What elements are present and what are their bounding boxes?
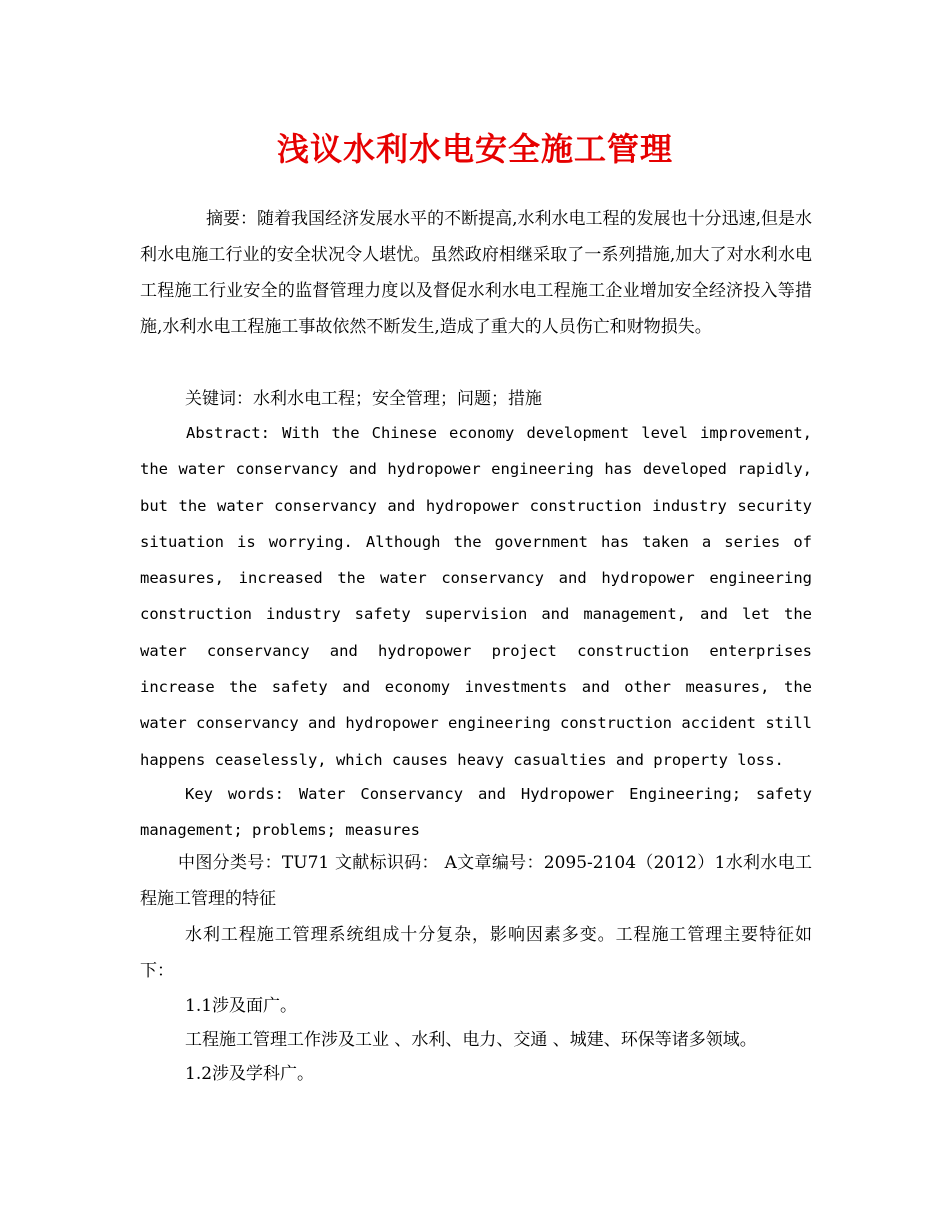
classification-info: 中图分类号：TU71 文献标识码： A文章编号：2095-2104（2012）1水利水电工程施工管理的特征	[140, 853, 812, 909]
paragraph-features: 水利工程施工管理系统组成十分复杂，影响因素多变。工程施工管理主要特征如下：	[140, 925, 812, 981]
section-heading-1-2: 1.2涉及学科广。	[185, 1064, 315, 1084]
paragraph-1-1: 工程施工管理工作涉及工业 、水利、电力、交通 、城建、环保等诸多领域。	[185, 1030, 757, 1050]
document-title: 浅议水利水电安全施工管理	[276, 130, 673, 168]
abstract-en: Abstract: With the Chinese economy development level improvement, the water conservancy and hydropower engineering has developed rapidly, but the water conservancy and hydropower construction industry security situation is worrying. Although the government has taken a series of measures, increased the water conservancy and hydropower engineering construction industry safety supervision and management, and let the water conservancy and hydropower project construction enterprises increase the safety and economy investments and other measures, the water conservancy and hydropower engineering construction accident still happens ceaselessly, which causes heavy casualties and property loss.	[140, 424, 812, 769]
abstract-cn: 摘要：随着我国经济发展水平的不断提高,水利水电工程的发展也十分迅速,但是水利水电施工行业的安全状况令人堪忧。虽然政府相继采取了一系列措施,加大了对水利水电工程施工行业安全的监督管理力度以及督促水利水电工程施工企业增加安全经济投入等措施,水利水电工程施工事故依然不断发生,造成了重大的人员伤亡和财物损失。	[140, 209, 812, 337]
section-heading-1-1: 1.1涉及面广。	[185, 996, 298, 1016]
keywords-cn: 关键词：水利水电工程；安全管理；问题；措施	[185, 389, 542, 409]
keywords-en: Key words: Water Conservancy and Hydropower Engineering; safety management; problems; measures	[140, 785, 812, 840]
